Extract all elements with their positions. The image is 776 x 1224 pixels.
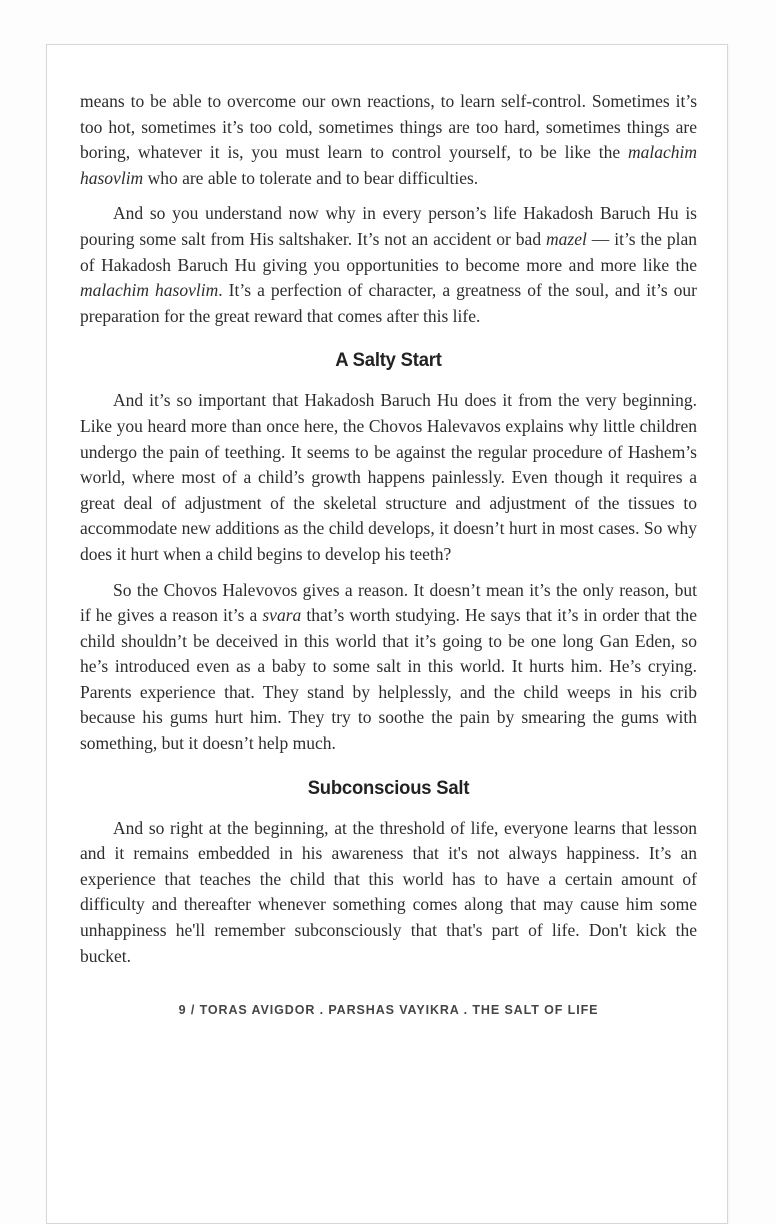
text-run: means to be able to overcome our own reactions, to learn self-control. Sometimes it’s too hot, sometimes it’s too cold, sometimes things are too hard, sometimes things are boring, whatever it is, you must learn to control yourself, to be like the <box>80 91 697 163</box>
text-run: And so you understand now why in every person’s life Hakadosh Baruch Hu is pouring some salt from His saltshaker. It’s not an accident or bad <box>80 203 697 249</box>
paragraph <box>80 388 697 567</box>
paragraph <box>80 89 697 191</box>
italic-term: mazel <box>546 228 587 249</box>
paragraph <box>80 578 697 757</box>
page-content <box>47 45 727 1017</box>
italic-term: malachim hasovlim <box>80 280 219 301</box>
page-footer: 9 / TORAS AVIGDOR . PARSHAS VAYIKRA . THE SALT OF LIFE <box>178 1003 599 1018</box>
text-run: And it’s so important that Hakadosh Baruch Hu does it from the very beginning. Like you heard more than once here, the Chovos Halevavos explains why little children undergo the pain of teething. It seems to be against the regular procedure of Hashem’s world, where most of a child’s growth happens painlessly. Even though it requires a great deal of adjustment of the skeletal structure and adjustment of the tissues to accommodate new additions as the child develops, it doesn’t hurt in most cases. So why does it hurt when a child begins to develop his teeth? <box>80 390 697 564</box>
italic-term: svara <box>262 605 302 626</box>
paragraph <box>80 201 697 329</box>
italic-term: malachim hasovlim <box>80 142 697 188</box>
text-run: — it’s the plan of Hakadosh Baruch Hu giving you opportunities to become more and more like the <box>80 228 697 275</box>
text-run: And so right at the beginning, at the threshold of life, everyone learns that lesson and it remains embedded in his awareness that it's not always happiness. It’s an experience that teaches the child that this world has to have a certain amount of difficulty and thereafter whenever something comes along that may cause him some unhappiness he'll remember subconsciously that that's part of life. Don't kick the bucket. <box>80 817 697 966</box>
text-run: So the Chovos Halevovos gives a reason. It doesn’t mean it’s the only reason, but if he gives a reason it’s a <box>80 579 697 626</box>
text-run: that’s worth studying. He says that it’s in order that the child shouldn’t be deceived in this world that it’s going to be one long Gan Eden, so he’s introduced even as a baby to some salt in this world. It hurts him. He’s crying. Parents experience that. They stand by helplessly, and the child weeps in his crib because his gums hurt him. They try to soothe the pain by smearing the gums with something, but it doesn’t help much. <box>80 605 697 754</box>
text-run: who are able to tolerate and to bear difficulties. <box>143 167 479 188</box>
book-page <box>46 44 728 1224</box>
section-heading: A Salty Start <box>335 350 442 372</box>
content-blocks <box>80 89 697 969</box>
section-heading: Subconscious Salt <box>307 777 470 799</box>
text-run: . It’s a perfection of character, a greatness of the soul, and it’s our preparation for the great reward that comes after this life. <box>80 280 697 326</box>
paragraph <box>80 816 697 970</box>
